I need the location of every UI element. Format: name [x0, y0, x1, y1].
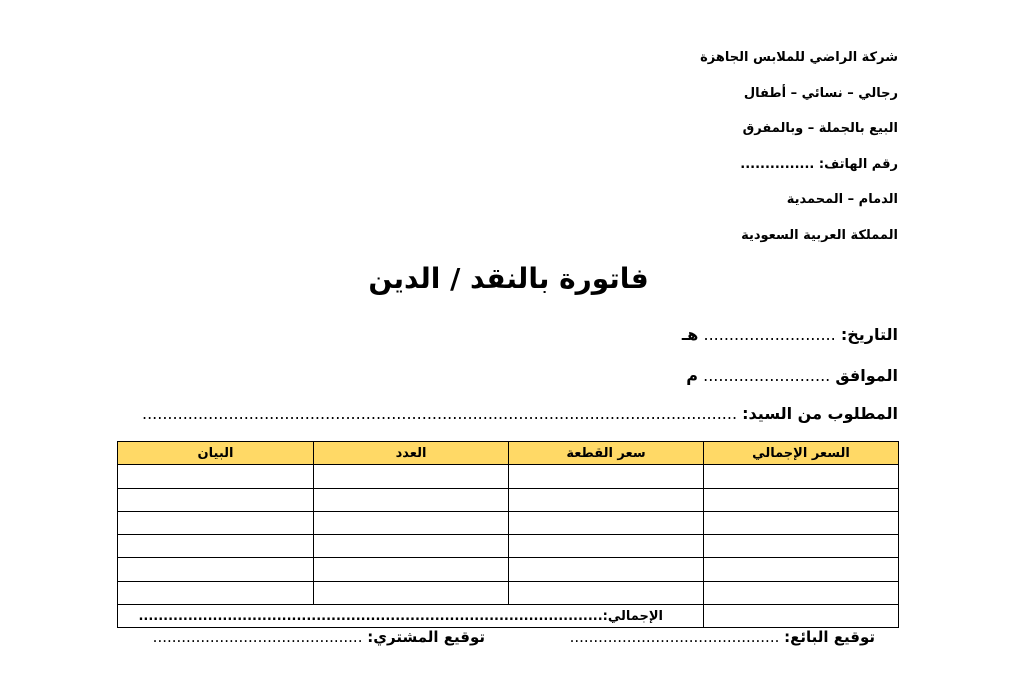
table-row	[118, 488, 899, 511]
date-suffix: هـ	[681, 325, 699, 344]
buyer-signature-label: توقيع المشتري:	[367, 628, 485, 646]
phone-value[interactable]: ...............	[740, 157, 815, 172]
corresponding-date-field	[686, 366, 898, 385]
cell-unit-price[interactable]	[509, 511, 704, 534]
date-label: التاريخ:	[840, 325, 898, 344]
invoice-title: فاتورة بالنقد / الدين	[368, 262, 649, 295]
total-label-cell	[118, 605, 704, 628]
cell-total-price[interactable]	[704, 465, 899, 488]
cell-quantity[interactable]	[314, 581, 509, 604]
cell-total-price[interactable]	[704, 558, 899, 581]
company-sales-type: البيع بالجملة – وبالمفرق	[742, 121, 898, 136]
cell-quantity[interactable]	[314, 465, 509, 488]
corresponding-label: الموافق	[835, 366, 898, 385]
invoice-table	[117, 441, 899, 628]
total-value[interactable]: ..............................................................................................	[138, 608, 603, 624]
cell-unit-price[interactable]	[509, 535, 704, 558]
cell-description[interactable]	[118, 465, 314, 488]
seller-signature-label: توقيع البائع:	[784, 628, 875, 646]
date-value[interactable]: ..........................	[703, 325, 836, 344]
seller-signature-value[interactable]: ............................................	[569, 628, 780, 646]
cell-description[interactable]	[118, 581, 314, 604]
seller-signature	[570, 628, 875, 646]
company-phone	[740, 157, 898, 172]
cell-total-price[interactable]	[704, 581, 899, 604]
table-row	[118, 535, 899, 558]
customer-field	[142, 404, 898, 423]
cell-description[interactable]	[118, 535, 314, 558]
table-header-row	[118, 442, 899, 465]
cell-description[interactable]	[118, 511, 314, 534]
cell-description[interactable]	[118, 558, 314, 581]
table-row	[118, 465, 899, 488]
header-unit-price: سعر القطعة	[509, 442, 704, 465]
cell-unit-price[interactable]	[509, 581, 704, 604]
company-country: المملكة العربية السعودية	[741, 228, 898, 243]
table-total-row	[118, 605, 899, 628]
header-total-price: السعر الإجمالي	[704, 442, 899, 465]
customer-label: المطلوب من السيد:	[742, 404, 898, 423]
cell-unit-price[interactable]	[509, 488, 704, 511]
customer-value[interactable]: .....................................................................................................................	[142, 404, 738, 423]
cell-quantity[interactable]	[314, 558, 509, 581]
cell-total-price[interactable]	[704, 511, 899, 534]
header-description: البيان	[118, 442, 314, 465]
cell-unit-price[interactable]	[509, 558, 704, 581]
header-quantity: العدد	[314, 442, 509, 465]
buyer-signature-value[interactable]: ............................................	[152, 628, 363, 646]
cell-quantity[interactable]	[314, 535, 509, 558]
cell-quantity[interactable]	[314, 511, 509, 534]
company-city: الدمام – المحمدية	[786, 192, 898, 207]
corresponding-suffix: م	[686, 366, 699, 385]
total-label: الإجمالي:	[602, 608, 663, 624]
corresponding-value[interactable]: .........................	[703, 366, 831, 385]
company-categories: رجالي – نسائي – أطفال	[743, 86, 898, 101]
table-row	[118, 581, 899, 604]
table-row	[118, 511, 899, 534]
table-row	[118, 558, 899, 581]
cell-description[interactable]	[118, 488, 314, 511]
buyer-signature	[153, 628, 485, 646]
date-field	[682, 325, 898, 344]
cell-total-price[interactable]	[704, 535, 899, 558]
cell-quantity[interactable]	[314, 488, 509, 511]
cell-total-price[interactable]	[704, 488, 899, 511]
cell-unit-price[interactable]	[509, 465, 704, 488]
company-name: شركة الراضي للملابس الجاهزة	[700, 50, 898, 65]
total-amount-cell[interactable]	[704, 605, 899, 628]
phone-label: رقم الهاتف:	[818, 157, 898, 172]
